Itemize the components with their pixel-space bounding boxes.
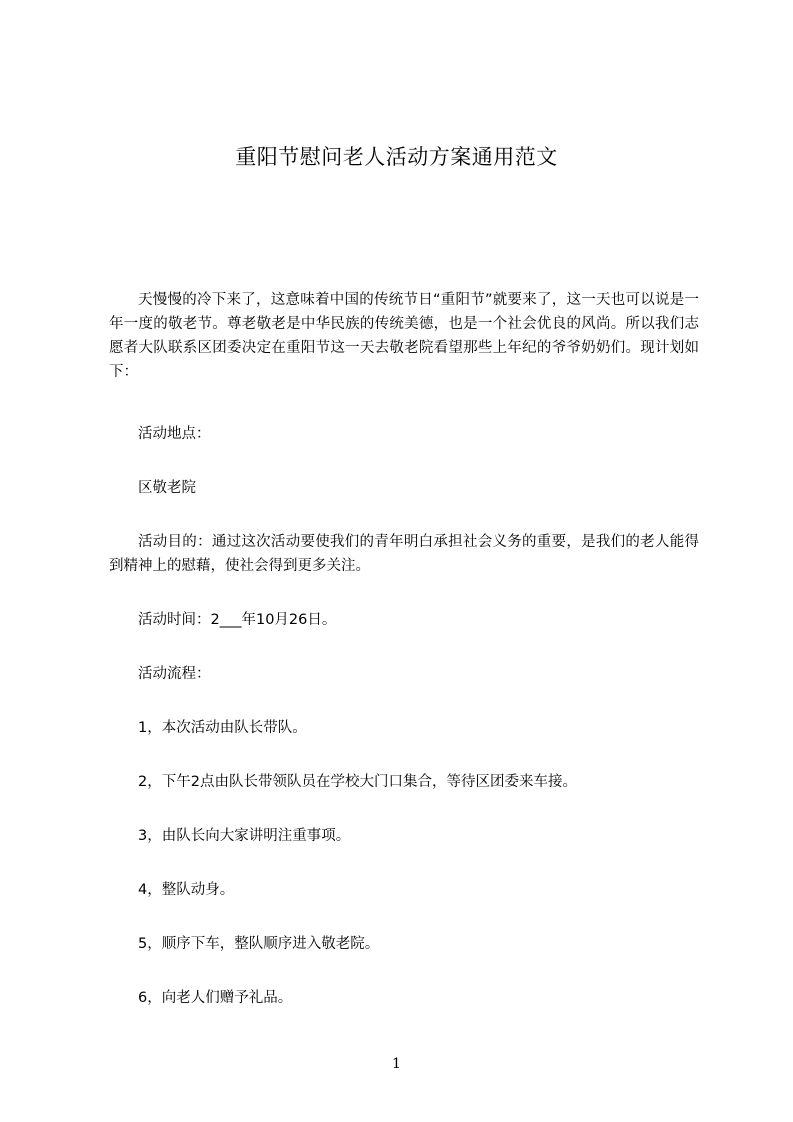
activity-flow-label: 活动流程： — [138, 666, 211, 682]
document-title: 重阳节慰问老人活动方案通用范文 — [235, 145, 558, 169]
intro-paragraph: 天慢慢的冷下来了，这意味着中国的传统节日“重阳节”就要来了，这一天也可以说是一年一度的敬老节。尊老敬老是中华民族的传统美德，也是一个社会优良的风尚。所以我们志愿者大队联系区团委决定在重阳节这一天去敬老院看望那些上年纪的爷爷奶奶们。现计划如下： — [109, 292, 699, 380]
flow-step: 4，整队动身。 — [138, 882, 235, 898]
activity-place-label: 活动地点： — [138, 426, 211, 442]
page-number: 1 — [392, 1056, 401, 1072]
flow-step: 5，顺序下车，整队顺序进入敬老院。 — [138, 936, 380, 952]
flow-step: 2，下午2点由队长带领队员在学校大门口集合，等待区团委来车接。 — [138, 774, 577, 790]
flow-step: 3，由队长向大家讲明注重事项。 — [138, 828, 351, 844]
flow-step: 1，本次活动由队长带队。 — [138, 720, 307, 736]
activity-place: 区敬老院 — [138, 480, 196, 496]
flow-step: 6，向老人们赠予礼品。 — [138, 990, 293, 1006]
activity-purpose-paragraph: 活动目的：通过这次活动要使我们的青年明白承担社会义务的重要，是我们的老人能得到精神上的慰藉，使社会得到更多关注。 — [109, 534, 699, 574]
activity-time: 活动时间：2___年10月26日。 — [138, 612, 337, 628]
